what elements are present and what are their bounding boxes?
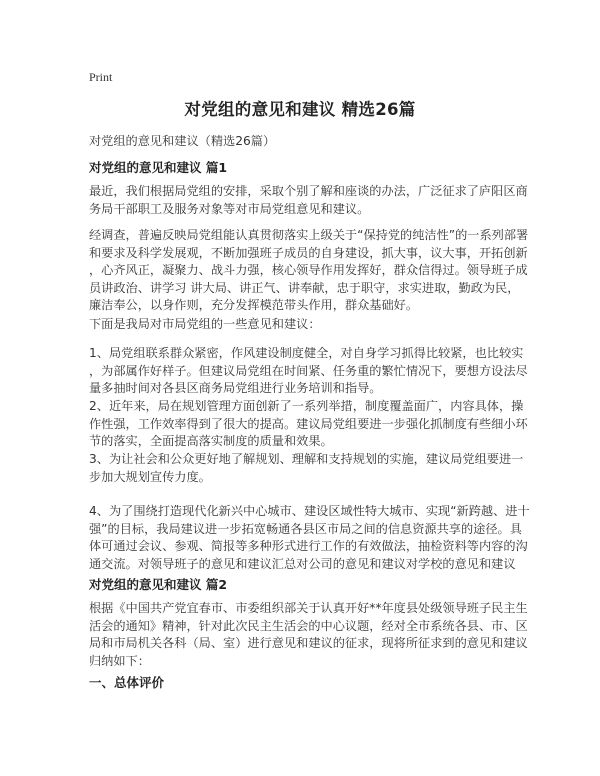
paragraph [89, 345, 528, 398]
paragraph [89, 316, 519, 334]
paragraph-line: 通交流。对领导班子的意见和建议汇总对公司的意见和建议对学校的意见和建议 [89, 556, 516, 571]
paragraph-line: 归纳如下： [89, 653, 150, 668]
section-heading-2: 对党组的意见和建议 篇2 [89, 577, 228, 592]
paragraph-line: 活会的通知》精神，针对此次民主生活会的中心议题，经对全市系统各县、市、区 [89, 618, 528, 633]
paragraph-line: ，心齐风正，凝聚力、战斗力强，核心领导作用发挥好，群众信得过。领导班子成 [89, 263, 528, 277]
section-heading-1: 对党组的意见和建议 篇1 [89, 160, 228, 175]
paragraph-line: 节的落实，全面提高落实制度的质量和效果。 [89, 434, 333, 448]
paragraph [89, 451, 524, 486]
subsection-heading: 一、总体评价 [89, 675, 165, 690]
paragraph [89, 503, 530, 573]
document-subtitle: 对党组的意见和建议（精选26篇） [89, 134, 276, 148]
paragraph-line: 廉洁奉公，以身作则，充分发挥模范带头作用，群众基础好。 [89, 298, 419, 312]
paragraph-line: 下面是我局对市局党组的一些意见和建议： [89, 317, 321, 331]
paragraph-line: ，为部属作好样子。但建议局党组在时间紧、任务重的繁忙情况下，要想方设法尽 [89, 363, 528, 378]
paragraph-line: 和要求及科学发展观，不断加强班子成员的自身建设，抓大事，议大事，开拓创新 [89, 245, 528, 260]
paragraph-line: 作性强，工作效率得到了很大的提高。建议局党组要进一步强化抓制度有些细小环 [89, 416, 528, 431]
document-title: 对党组的意见和建议 精选26篇 [184, 100, 416, 119]
paragraph-line: 3、为让社会和公众更好地了解规划、理解和支持规划的实施，建议局党组要进一 [89, 452, 524, 466]
paragraph-line: 强”的目标，我局建议进一步拓宽畅通各县区市局之间的信息资源共享的途径。具 [89, 521, 522, 536]
paragraph-line: 根据《中国共产党宜春市、市委组织部关于认真开好**年度县处级领导班子民主生 [89, 601, 528, 615]
paragraph-line: 局和市局机关各科（局、室）进行意见和建议的征求，现将所征求到的意见和建议 [89, 636, 528, 650]
paragraph [89, 600, 528, 670]
print-link[interactable]: Print [89, 70, 113, 84]
paragraph-line: 2、近年来，局在规划管理方面创新了一系列举措，制度覆盖面广，内容具体，操 [89, 399, 524, 413]
paragraph [89, 398, 528, 451]
paragraph-line: 员讲政治、讲学习 讲大局、讲正气、讲奉献，忠于职守，求实进取，勤政为民， [89, 280, 520, 295]
paragraph-line: 体可通过会议、参观、简报等多种形式进行工作的有效做法，抽检资料等内容的沟 [89, 539, 528, 553]
paragraph-line: 最近，我们根据局党组的安排，采取个别了解和座谈的办法，广泛征求了庐阳区商 [89, 184, 528, 198]
paragraph-line: 4、为了围绕打造现代化新兴中心城市、建设区域性特大城市、实现“新跨越、进十 [89, 504, 530, 518]
paragraph [89, 183, 528, 218]
paragraph-line: 务局干部职工及服务对象等对市局党组意见和建议。 [89, 201, 370, 216]
paragraph-line: 步加大规划宣传力度。 [89, 469, 211, 484]
paragraph-line: 经调查，普遍反映局党组能认真贯彻落实上级关于“保持党的纯洁性”的一系列部署 [89, 228, 529, 242]
paragraph [89, 227, 529, 315]
paragraph-line: 量多抽时间对各县区商务局党组进行业务培训和指导。 [89, 381, 382, 395]
paragraph-line: 1、局党组联系群众紧密，作风建设制度健全，对自身学习抓得比较紧，也比较实 [89, 346, 524, 360]
